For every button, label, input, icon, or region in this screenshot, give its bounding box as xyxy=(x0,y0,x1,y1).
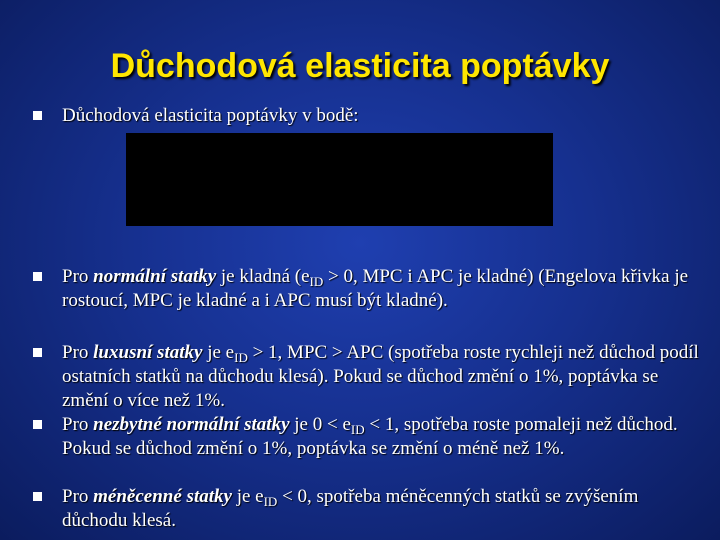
bullet-marker xyxy=(33,348,42,357)
subscript: ID xyxy=(234,350,248,365)
bullet-text: Důchodová elasticita poptávky v bodě: xyxy=(62,105,359,126)
text-segment: je 0 < e xyxy=(289,414,351,435)
text-segment: Pro xyxy=(62,414,94,435)
slide-title: Důchodová elasticita poptávky xyxy=(110,47,610,85)
term-luxury-goods: luxusní statky xyxy=(93,342,203,363)
bullet-marker xyxy=(33,420,42,429)
subscript: ID xyxy=(309,274,324,289)
bullet-text-luxury-goods xyxy=(62,341,702,413)
text-segment: > 0, MPC i APC je kladné) (Engelova křivka je rostoucí, MPC je kladné a i APC musí být kladné). xyxy=(62,266,689,311)
bullet-marker xyxy=(33,272,42,281)
subscript: ID xyxy=(350,422,365,437)
bullet-text-normal-goods xyxy=(62,265,702,313)
text-segment: Pro xyxy=(62,266,94,287)
bullet-text-point-elasticity xyxy=(62,104,702,128)
text-segment: je e xyxy=(202,342,235,363)
bullet-text-inferior-goods xyxy=(62,485,702,533)
bullet-marker xyxy=(33,492,42,501)
text-segment: je e xyxy=(231,486,264,507)
bullet-text-necessary-goods xyxy=(62,413,702,461)
term-inferior-goods: méněcenné statky xyxy=(93,486,232,507)
term-normal-goods: normální statky xyxy=(93,266,217,287)
text-segment: < 1, spotřeba roste pomaleji než důchod. Pokud se důchod změní o 1%, poptávka se změní o méně než 1%. xyxy=(62,414,678,459)
text-segment: Pro xyxy=(62,486,94,507)
term-necessary-goods: nezbytné normální statky xyxy=(93,414,290,435)
subscript: ID xyxy=(263,494,278,509)
formula-image xyxy=(126,133,553,226)
text-segment: > 1, MPC > APC (spotřeba roste rychleji než důchod podíl ostatních statků na důchodu klesá). Pokud se důchod změní o 1%, poptávka se změní o více než 1%. xyxy=(62,342,699,411)
text-segment: je kladná (e xyxy=(216,266,310,287)
bullet-marker xyxy=(33,111,42,120)
text-segment: < 0, spotřeba méněcenných statků se zvýšením důchodu klesá. xyxy=(62,486,639,531)
text-segment: Pro xyxy=(62,342,94,363)
